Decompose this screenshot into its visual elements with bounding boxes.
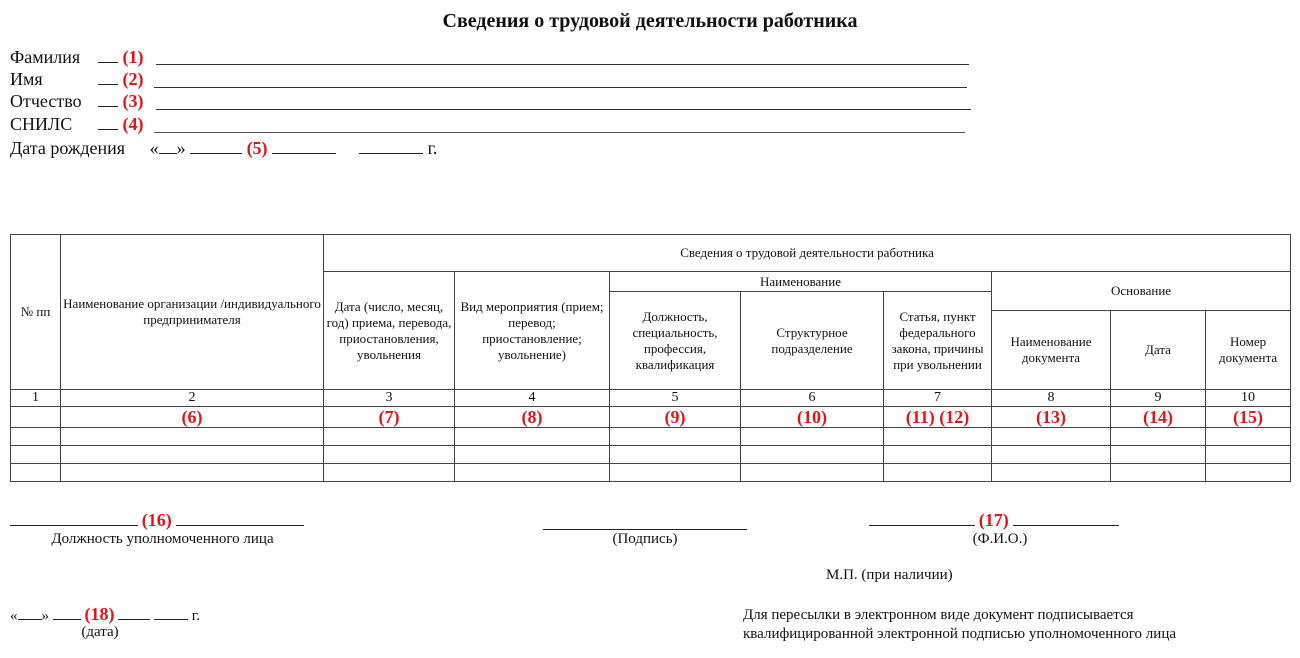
name-field[interactable] <box>10 68 148 90</box>
year-suffix: г. <box>427 138 438 158</box>
quote-close: » <box>176 138 186 158</box>
table-cell-marker[interactable]: (7) <box>324 407 455 428</box>
table-cell[interactable] <box>11 428 61 446</box>
birth-date-label: Дата рождения <box>10 138 126 158</box>
header-document-number: Номер документа <box>1206 311 1291 390</box>
header-position: Должность, специальность, профессия, квалификация <box>610 292 741 390</box>
blank-line <box>98 68 118 85</box>
table-cell[interactable] <box>1206 446 1291 464</box>
header-date: Дата (число, месяц, год) приема, перевода, приостановления, увольнения <box>324 272 455 390</box>
column-number: 1 <box>11 390 61 407</box>
year-blank[interactable] <box>359 136 423 154</box>
column-number: 9 <box>1111 390 1206 407</box>
table-cell[interactable] <box>455 464 610 482</box>
snils-input-line[interactable] <box>154 132 965 133</box>
table-cell[interactable] <box>741 464 884 482</box>
document-title: Сведения о трудовой деятельности работника <box>442 10 858 32</box>
table-cell[interactable] <box>455 446 610 464</box>
note-line-2: квалифицированной электронной подписью уполномоченного лица <box>743 626 1177 642</box>
table-row <box>11 446 1291 464</box>
header-document-date: Дата <box>1111 311 1206 390</box>
quote-open: « <box>149 138 159 158</box>
surname-field[interactable] <box>10 46 148 68</box>
table-cell-marker[interactable]: (13) <box>992 407 1111 428</box>
surname-input-line[interactable] <box>156 64 969 65</box>
table-cell[interactable] <box>11 464 61 482</box>
marker-17: (17) <box>978 510 1009 530</box>
table-cell-marker[interactable]: (11) (12) <box>884 407 992 428</box>
blank-line <box>98 90 118 107</box>
blank-line <box>98 46 118 63</box>
year-blank[interactable] <box>154 619 188 620</box>
signature-caption: (Подпись) <box>612 531 678 547</box>
column-number: 10 <box>1206 390 1291 407</box>
header-employment-info: Сведения о трудовой деятельности работника <box>324 235 1291 272</box>
marker-16: (16) <box>141 510 172 530</box>
table-cell[interactable] <box>610 446 741 464</box>
table-cell-marker[interactable]: (6) <box>61 407 324 428</box>
birth-date-field[interactable] <box>10 136 437 159</box>
name-input-line[interactable] <box>154 87 967 88</box>
table-cell[interactable] <box>741 428 884 446</box>
signing-date-field[interactable] <box>10 604 200 625</box>
column-number-row <box>11 390 1291 407</box>
marker-4: (4) <box>122 114 144 134</box>
table-cell[interactable] <box>1111 464 1206 482</box>
electronic-signature-note <box>743 606 1176 644</box>
day-blank[interactable] <box>159 136 177 154</box>
day-blank[interactable] <box>18 619 42 620</box>
table-cell[interactable] <box>61 446 324 464</box>
table-cell[interactable] <box>992 464 1111 482</box>
name-caption: (Ф.И.О.) <box>972 531 1028 547</box>
table-cell[interactable] <box>324 464 455 482</box>
quote-close: » <box>41 608 49 624</box>
patronymic-field[interactable] <box>10 90 148 112</box>
note-line-1: Для пересылки в электронном виде документ подписывается <box>743 607 1134 623</box>
marker-3: (3) <box>122 91 144 111</box>
header-naming: Наименование <box>610 272 992 292</box>
column-number: 7 <box>884 390 992 407</box>
table-cell-marker[interactable]: (10) <box>741 407 884 428</box>
month-blank-2[interactable] <box>272 136 336 154</box>
column-number: 8 <box>992 390 1111 407</box>
table-cell[interactable] <box>884 464 992 482</box>
marker-1: (1) <box>122 47 144 67</box>
table-cell[interactable] <box>61 464 324 482</box>
column-number: 6 <box>741 390 884 407</box>
surname-label: Фамилия <box>10 47 81 67</box>
table-cell-marker[interactable]: (9) <box>610 407 741 428</box>
patronymic-input-line[interactable] <box>156 109 971 110</box>
position-signature-line[interactable] <box>10 510 304 531</box>
table-cell[interactable] <box>992 446 1111 464</box>
table-cell[interactable] <box>11 446 61 464</box>
table-cell[interactable] <box>455 428 610 446</box>
position-caption: Должность уполномоченного лица <box>51 531 274 547</box>
table-cell-marker[interactable]: (15) <box>1206 407 1291 428</box>
header-basis: Основание <box>992 272 1291 311</box>
header-organization: Наименование организации /индивидуального предпринимателя <box>61 235 324 390</box>
month-blank-2[interactable] <box>118 619 150 620</box>
marker-5: (5) <box>246 138 268 158</box>
blank-line[interactable] <box>869 525 975 526</box>
table-cell-marker[interactable]: (8) <box>455 407 610 428</box>
table-cell-marker[interactable]: (14) <box>1111 407 1206 428</box>
blank-line[interactable] <box>10 525 138 526</box>
column-number: 4 <box>455 390 610 407</box>
table-cell[interactable] <box>610 464 741 482</box>
employment-table <box>10 234 1291 482</box>
marker-2: (2) <box>122 69 144 89</box>
header-event-type: Вид мероприятия (прием; перевод; приостановление; увольнение) <box>455 272 610 390</box>
table-cell[interactable] <box>1206 464 1291 482</box>
table-cell[interactable] <box>884 428 992 446</box>
header-article: Статья, пункт федерального закона, причины при увольнении <box>884 292 992 390</box>
name-label: Имя <box>10 69 43 89</box>
table-cell[interactable] <box>884 446 992 464</box>
stamp-label: М.П. (при наличии) <box>826 567 953 583</box>
month-blank[interactable] <box>53 619 81 620</box>
table-cell[interactable] <box>992 428 1111 446</box>
table-row <box>11 428 1291 446</box>
header-division: Структурное подразделение <box>741 292 884 390</box>
quote-open: « <box>10 608 18 624</box>
header-document-name: Наименование документа <box>992 311 1111 390</box>
year-suffix: г. <box>191 608 200 624</box>
signature-line[interactable] <box>543 529 747 530</box>
column-number: 2 <box>61 390 324 407</box>
table-cell[interactable] <box>610 428 741 446</box>
header-row-number: № пп <box>11 235 61 390</box>
month-blank[interactable] <box>190 136 242 154</box>
column-number: 5 <box>610 390 741 407</box>
snils-label: СНИЛС <box>10 114 73 134</box>
table-cell[interactable] <box>324 428 455 446</box>
table-cell[interactable] <box>324 446 455 464</box>
blank-line <box>98 113 118 130</box>
patronymic-label: Отчество <box>10 91 82 111</box>
column-number: 3 <box>324 390 455 407</box>
table-row <box>11 464 1291 482</box>
table-cell[interactable] <box>1206 428 1291 446</box>
marker-18: (18) <box>84 604 115 624</box>
table-cell[interactable] <box>11 407 61 428</box>
name-signature-line[interactable] <box>869 510 1119 531</box>
table-row <box>11 407 1291 428</box>
table-cell[interactable] <box>1111 446 1206 464</box>
table-cell[interactable] <box>61 428 324 446</box>
date-caption: (дата) <box>81 624 119 640</box>
table-cell[interactable] <box>741 446 884 464</box>
blank-line[interactable] <box>1013 525 1119 526</box>
blank-line[interactable] <box>176 525 304 526</box>
snils-field[interactable] <box>10 113 148 135</box>
table-cell[interactable] <box>1111 428 1206 446</box>
